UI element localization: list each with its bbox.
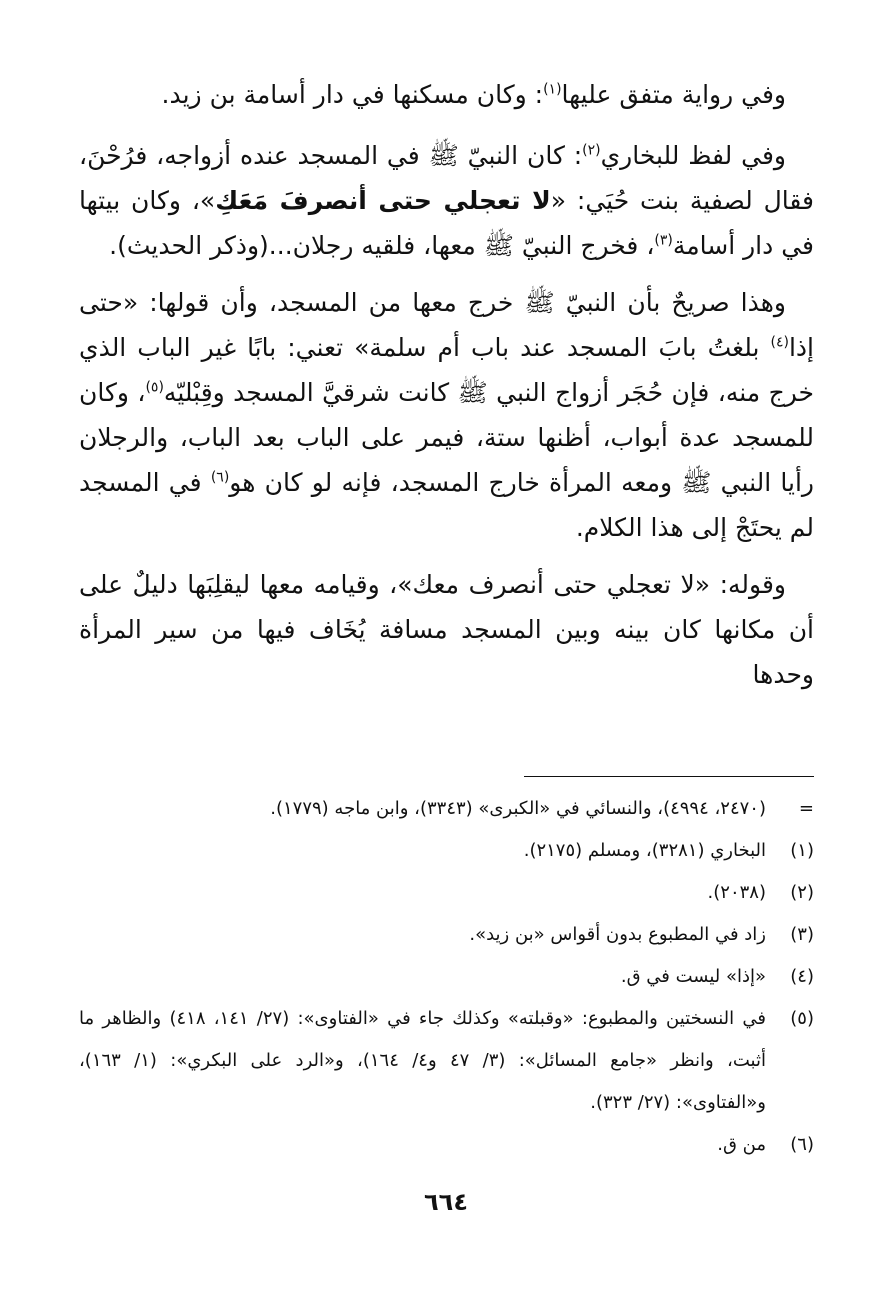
text-run: : كان النبيّ ﷺ في المسجد عنده أزواجه، فرُحْنَ، فقال لصفية بنت حُيَي: « [79,141,814,215]
footnote-number: (٤) [790,966,814,987]
text-run: وقوله: «لا تعجلي حتى أنصرف معك»، وقيامه معها ليقلِبَها دليلٌ على أن مكانها كان بينه وبين المسجد مسافة يُخَاف فيها من سير المرأة وحدها [79,570,814,689]
text-run: وفي رواية متفق عليها [561,80,786,109]
footnote-text: (٢٤٧٠، ٤٩٩٤)، والنسائي في «الكبرى» (٣٣٤٣)، وابن ماجه (١٧٧٩). [270,798,766,819]
text-run: : وكان مسكنها في دار أسامة بن زيد. [161,80,544,109]
footnote-4 [79,956,814,998]
footnote-text: زاد في المطبوع بدون أقواس «بن زيد». [469,924,766,945]
footnote-number: (٦) [790,1134,814,1155]
text-run: وهذا صريحٌ بأن النبيّ ﷺ خرج معها من المسجد، وأن قولها: «حتى إذا [79,288,814,362]
footnote-divider [524,776,814,777]
footnote-number: (٣) [790,924,814,945]
footnote-number: (٥) [790,1008,814,1029]
hadith-quote: لا تعجلي حتى أنصرفَ مَعَكِ [215,186,551,215]
footnote-ref-5: (٥) [145,379,164,396]
page-number: ٦٦٤ [424,1188,468,1216]
footnote-ref-6: (٦) [210,469,230,486]
text-run: وفي لفظ للبخاري [600,141,786,170]
footnote-text: من ق. [717,1134,766,1155]
footnote-number: (١) [790,840,814,861]
paragraph-1 [79,72,814,117]
footnote-2 [79,872,814,914]
footnote-ref-3: (٣) [654,232,673,249]
footnote-text: البخاري (٣٢٨١)، ومسلم (٢١٧٥). [523,840,766,861]
footnote-text: في النسختين والمطبوع: «وقبلته» وكذلك جاء في «الفتاوى»: (٢٧/ ١٤١، ٤١٨) والظاهر ما أثبت، وانظر «جامع المسائل»: (٣/ ٤٧ و٤/ ١٦٤)، و«الرد على البكري»: (١/ ١٦٣)، و«الفتاوى»: (٢٧/ ٣٢٣). [79,1008,767,1113]
footnote-number: (٢) [790,882,814,903]
footnote-number: = [798,798,814,819]
footnote-ref-2: (٢) [582,142,601,159]
footnote-ref-1: (١) [543,81,562,98]
text-run: »، وكان بيتها في دار أسامة [79,186,814,260]
text-run: بلغتُ بابَ المسجد عند باب أم سلمة» تعني: بابًا غير الباب الذي خرج منه، فإن حُجَر أزواج النبي ﷺ كانت شرقيَّ المسجد وقِبْليّه [79,333,814,407]
paragraph-2 [79,133,814,268]
footnote-5 [79,998,814,1124]
footnote-3 [79,914,814,956]
footnote-text: «إذا» ليست في ق. [620,966,766,987]
text-run: في المسجد لم يحتَجْ إلى هذا الكلام. [79,468,814,542]
text-run: ، وكان للمسجد عدة أبواب، أظنها ستة، فيمر على الباب بعد الباب، والرجلان رأيا النبي ﷺ ومعه المرأة خارج المسجد، فإنه لو كان هو [79,378,814,497]
paragraph-4 [79,562,814,697]
main-text [79,72,814,709]
footnotes [79,788,814,1166]
footnote-text: (٢٠٣٨). [707,882,766,903]
footnote-6 [79,1124,814,1166]
paragraph-3 [79,280,814,550]
footnote-ref-4: (٤) [770,334,789,351]
footnote-continuation [79,788,814,830]
text-run: ، فخرج النبيّ ﷺ معها، فلقيه رجلان...(وذكر الحديث). [109,231,655,260]
footnote-1 [79,830,814,872]
